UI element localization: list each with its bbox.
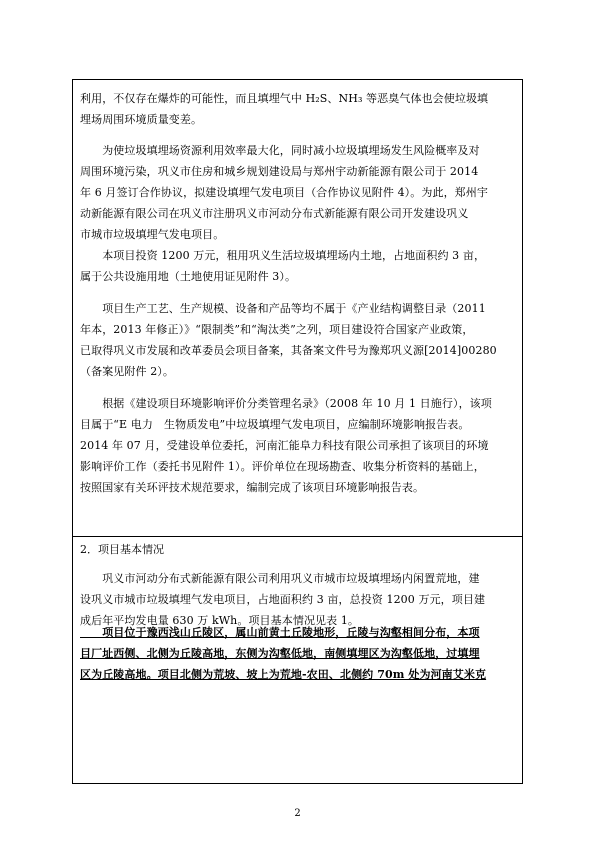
text-line: 区为丘陵高地。项目北侧为荒坡、坡上为荒地-农田、北侧约 70m 处为河南艾米克 xyxy=(80,668,487,681)
text-line: 年 6 月签订合作协议，拟建设填埋气发电项目（合作协议见附件 4）。为此，郑州宇 xyxy=(80,186,488,199)
text-line: 本项目投资 1200 万元，租用巩义生活垃圾填埋场内土地，占地面积约 3 亩， xyxy=(80,249,486,262)
section-heading: 2．项目基本情况 xyxy=(80,543,164,556)
text-line: 为使垃圾填埋场资源利用效率最大化，同时减小垃圾填埋场发生风险概率及对 xyxy=(80,144,480,157)
text-line: 市城市垃圾填埋气发电项目。 xyxy=(80,228,225,241)
text-line: 项目位于豫西浅山丘陵区，属山前黄土丘陵地形，丘陵与沟壑相间分布，本项 xyxy=(80,626,480,639)
text-line: 属于公共设施用地（土地使用证见附件 3）。 xyxy=(80,270,297,283)
paragraph-policy xyxy=(80,298,515,382)
text-line: 2014 年 07 月，受建设单位委托，河南汇能阜力科技有限公司承担了该项目的环境 xyxy=(80,439,489,452)
text-line: 年本，2013 年修正）》“限制类”和“淘汰类”之列，项目建设符合国家产业政策， xyxy=(80,323,474,336)
text-line: 周围环境污染，巩义市住房和城乡规划建设局与郑州宇动新能源有限公司于 2014 xyxy=(80,165,479,178)
paragraph-investment xyxy=(80,245,515,287)
text-line: 按照国家有关环评技术规范要求，编制完成了该项目环境影响报告表。 xyxy=(80,481,425,494)
text-line: 根据《建设项目环境影响评价分类管理名录》（2008 年 10 月 1 日施行），该项 xyxy=(80,397,492,410)
text-line: 成后年平均发电量 630 万 kWh。项目基本情况见表 1。 xyxy=(80,614,360,627)
paragraph-agreement xyxy=(80,140,515,245)
text-line: 目厂址西侧、北侧为丘陵高地，东侧为沟壑低地，南侧填埋区为沟壑低地，过填埋 xyxy=(80,647,480,660)
text-line: 目属于“E 电力 生物质发电”中垃圾填埋气发电项目，应编制环境影响报告表。 xyxy=(80,418,470,431)
paragraph-location xyxy=(80,622,515,685)
paragraph-intro xyxy=(80,88,515,130)
page-number: 2 xyxy=(294,808,301,819)
text-line: （备案见附件 2）。 xyxy=(80,365,174,378)
text-line: 利用，不仅存在爆炸的可能性，而且填埋气中 H₂S、NH₃ 等恶臭气体也会使垃圾填 xyxy=(80,92,489,105)
text-line: 埋场周围环境质量变差。 xyxy=(80,113,203,126)
text-line: 已取得巩义市发展和改革委员会项目备案，其备案文件号为豫郑巩义源[2014]00280 xyxy=(80,344,497,357)
text-line: 项目生产工艺、生产规模、设备和产品等均不属于《产业结构调整目录（2011 xyxy=(80,302,486,315)
text-line: 动新能源有限公司在巩义市注册巩义市河动分布式新能源有限公司开发建设巩义 xyxy=(80,207,469,220)
text-line: 巩义市河动分布式新能源有限公司利用巩义市城市垃圾填埋场内闲置荒地，建 xyxy=(80,572,480,585)
paragraph-eia xyxy=(80,393,515,498)
section-divider xyxy=(73,536,522,537)
text-line: 影响评价工作（委托书见附件 1）。评价单位在现场勘查、收集分析资料的基础上， xyxy=(80,460,485,473)
text-line: 设巩义市城市垃圾填埋气发电项目，占地面积约 3 亩，总投资 1200 万元，项目建 xyxy=(80,593,486,606)
